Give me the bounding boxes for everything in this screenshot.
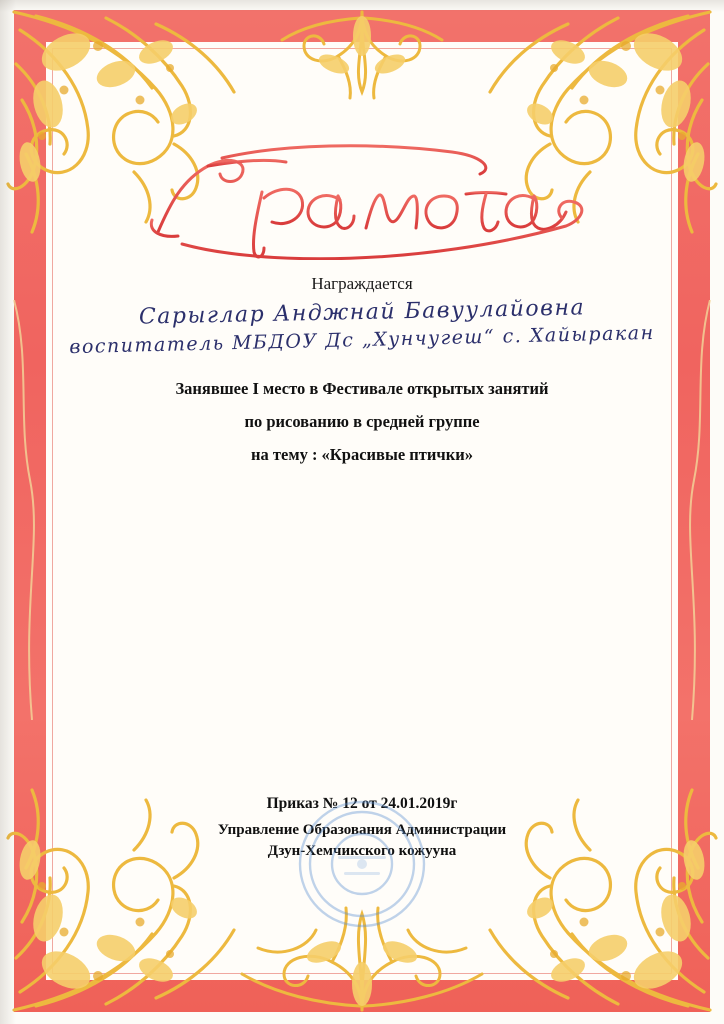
recipient-name: Сарыглар Анджнай Бавуулайовна xyxy=(138,295,586,330)
authority-line-1: Управление Образования Администрации xyxy=(217,822,507,838)
certificate-footer xyxy=(60,793,664,862)
authority-line-2: Дзун-Хемчикского кожууна xyxy=(267,843,457,859)
recipient-position: воспитатель МБДОУ Дс „Хунчугеш“ с. Хайыракан xyxy=(69,321,655,359)
award-body xyxy=(60,373,664,470)
page-title xyxy=(60,140,664,260)
award-body-line-1: Занявшее I место в Фестивале открытых занятий xyxy=(175,379,549,398)
award-body-line-2: по рисованию в средней группе xyxy=(244,412,480,431)
award-body-line-3: на тему : «Красивые птички» xyxy=(251,445,473,464)
certificate-content xyxy=(60,56,664,966)
awarded-label: Награждается xyxy=(311,274,413,293)
order-number: Приказ № 12 от 24.01.2019г xyxy=(266,795,458,812)
